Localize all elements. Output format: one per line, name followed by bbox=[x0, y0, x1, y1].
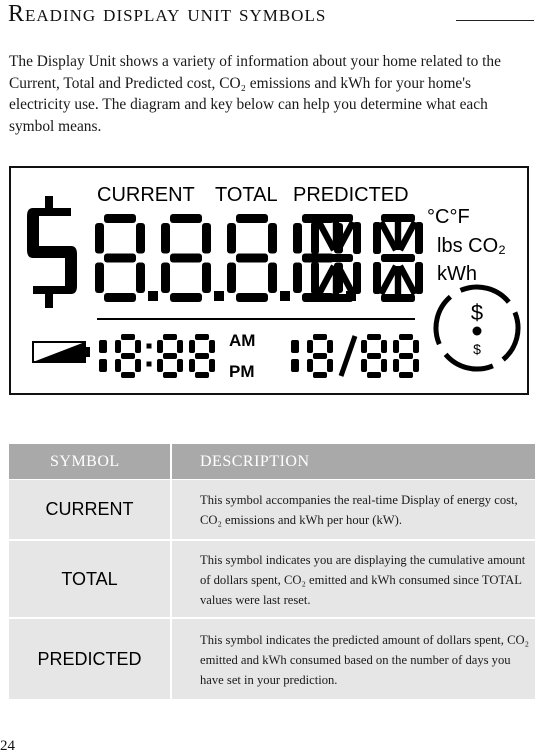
row-description: This symbol indicates you are displaying the cumulative amount of dollars spent, CO₂ emitted and kWh consumed since TOTAL values were last reset. bbox=[200, 553, 526, 607]
lcd-segment bbox=[209, 359, 215, 372]
lcd-segment bbox=[227, 263, 236, 294]
unit-kwh: kWh bbox=[437, 263, 477, 285]
lcd-segment bbox=[170, 293, 202, 302]
lcd-segment bbox=[319, 266, 334, 294]
lcd-segment bbox=[381, 359, 387, 372]
table-row bbox=[9, 480, 535, 539]
lcd-segment bbox=[381, 254, 415, 262]
header-symbol: SYMBOL bbox=[50, 453, 120, 470]
unit-temperature: °C°F bbox=[427, 206, 470, 228]
lcd-segment bbox=[393, 340, 399, 353]
lcd-label-current: CURRENT bbox=[97, 184, 195, 206]
intro-paragraph: The Display Unit shows a variety of information about your home related to the Current, Total and Predicted cost, CO₂ emissions and kWh for your home's electricity use. The diagram and key below can help you determine what each symbol means. bbox=[9, 53, 501, 135]
lcd-segment bbox=[189, 340, 195, 353]
lcd-label-total: TOTAL bbox=[215, 184, 278, 206]
lcd-segment bbox=[415, 262, 423, 294]
lcd-segment bbox=[115, 340, 121, 353]
header-divider bbox=[170, 444, 172, 479]
lcd-segment bbox=[177, 359, 183, 372]
lcd-segment bbox=[313, 353, 327, 359]
title-rule bbox=[456, 20, 534, 21]
pm-indicator: PM bbox=[229, 362, 255, 381]
lcd-decimal-point bbox=[148, 291, 158, 301]
lcd-segment bbox=[157, 359, 163, 372]
lcd-segment bbox=[319, 214, 353, 222]
lcd-segment bbox=[135, 340, 141, 353]
row-divider bbox=[170, 541, 172, 617]
page-number: 24 bbox=[0, 738, 15, 754]
time-digits-group bbox=[99, 334, 215, 378]
lcd-label-predicted: PREDICTED bbox=[293, 184, 409, 206]
lcd-segment bbox=[367, 372, 381, 378]
lcd-segment bbox=[293, 263, 302, 294]
circle-dollar-big: $ bbox=[470, 300, 484, 325]
lcd-segment bbox=[161, 223, 170, 254]
lcd-segment bbox=[104, 293, 136, 302]
lcd-segment bbox=[268, 263, 277, 294]
row-divider bbox=[170, 619, 172, 699]
cost-circle-icon bbox=[424, 275, 527, 382]
lcd-display-diagram bbox=[9, 166, 529, 395]
lcd-segment bbox=[381, 222, 396, 250]
lcd-segment bbox=[170, 214, 202, 223]
lcd-segment bbox=[101, 340, 107, 353]
lcd-segment bbox=[293, 223, 302, 254]
lcd-segment bbox=[319, 294, 353, 302]
table-header bbox=[9, 444, 535, 479]
lcd-segment bbox=[121, 353, 135, 359]
lcd-segment bbox=[157, 340, 163, 353]
lcd-segment bbox=[161, 263, 170, 294]
lcd-segment bbox=[104, 254, 136, 263]
symbol-table bbox=[9, 444, 535, 687]
lcd-segment bbox=[189, 359, 195, 372]
row-description: This symbol indicates the predicted amount of dollars spent, CO₂ emitted and kWh consumed based on the number of days you have set in your prediction. bbox=[200, 633, 529, 687]
lcd-segment bbox=[327, 340, 333, 353]
lcd-segment bbox=[293, 340, 299, 353]
lcd-decimal-point bbox=[280, 291, 290, 301]
am-indicator: AM bbox=[229, 331, 256, 350]
lcd-segment bbox=[399, 353, 413, 359]
lcd-segment bbox=[121, 334, 135, 340]
lcd-segment bbox=[136, 223, 145, 254]
lcd-segment bbox=[227, 223, 236, 254]
lcd-segment bbox=[381, 294, 415, 302]
lcd-segment bbox=[381, 214, 415, 222]
lcd-segment bbox=[311, 222, 319, 254]
lcd-segment bbox=[399, 334, 413, 340]
lcd-segment bbox=[381, 340, 387, 353]
row-divider bbox=[170, 480, 172, 539]
row-symbol: PREDICTED bbox=[37, 648, 142, 669]
lcd-segment bbox=[399, 372, 413, 378]
lcd-segment bbox=[293, 359, 299, 372]
lcd-segment bbox=[121, 372, 135, 378]
lcd-decimal-point bbox=[147, 344, 152, 349]
lcd-segment bbox=[413, 359, 419, 372]
lcd-segment bbox=[136, 263, 145, 294]
row-description: This symbol accompanies the real-time Display of energy cost, CO₂ emissions and kWh per hour (kW). bbox=[200, 493, 518, 527]
lcd-segment bbox=[381, 266, 396, 294]
lcd-segment bbox=[163, 372, 177, 378]
lcd-svg bbox=[11, 168, 527, 393]
lcd-segment bbox=[195, 334, 209, 340]
lcd-segment bbox=[177, 340, 183, 353]
lcd-segment bbox=[307, 340, 313, 353]
lcd-segment bbox=[367, 334, 381, 340]
lcd-decimal-point bbox=[214, 291, 224, 301]
starburst-digits-group bbox=[311, 214, 423, 302]
lcd-segment bbox=[353, 262, 361, 294]
header-description: DESCRIPTION bbox=[200, 453, 310, 470]
table-row bbox=[9, 619, 535, 699]
lcd-segment bbox=[353, 222, 361, 254]
title-row bbox=[0, 0, 536, 30]
dollar-sign-icon bbox=[27, 196, 77, 308]
lcd-segment bbox=[115, 359, 121, 372]
lcd-segment bbox=[307, 359, 313, 372]
lcd-segment bbox=[101, 359, 107, 372]
date-digits-group bbox=[291, 334, 419, 378]
lcd-segment bbox=[319, 222, 334, 250]
lcd-segment bbox=[170, 254, 202, 263]
lcd-decimal-point bbox=[147, 362, 152, 367]
lcd-segment bbox=[236, 214, 268, 223]
lcd-segment bbox=[163, 353, 177, 359]
lcd-segment bbox=[393, 359, 399, 372]
lcd-segment bbox=[319, 254, 353, 262]
circle-dollar-small: $ bbox=[473, 341, 481, 357]
lcd-segment bbox=[400, 266, 415, 294]
lcd-slash bbox=[341, 336, 355, 376]
lcd-segment bbox=[361, 359, 367, 372]
lcd-segment bbox=[195, 372, 209, 378]
lcd-segment bbox=[95, 263, 104, 294]
lcd-segment bbox=[195, 353, 209, 359]
lcd-segment bbox=[202, 223, 211, 254]
lcd-segment bbox=[373, 262, 381, 294]
lcd-segment bbox=[236, 254, 268, 263]
lcd-segment bbox=[367, 353, 381, 359]
lcd-segment bbox=[413, 340, 419, 353]
page-title: Reading display unit symbols bbox=[8, 1, 327, 27]
lcd-segment bbox=[202, 263, 211, 294]
unit-co2: lbs CO₂ bbox=[437, 235, 506, 257]
lcd-segment bbox=[373, 222, 381, 254]
lcd-segment bbox=[95, 223, 104, 254]
lcd-segment bbox=[236, 293, 268, 302]
lcd-segment bbox=[104, 214, 136, 223]
lcd-segment bbox=[163, 334, 177, 340]
lcd-segment bbox=[268, 223, 277, 254]
lcd-segment bbox=[327, 359, 333, 372]
lcd-segment bbox=[400, 222, 415, 250]
lcd-segment bbox=[135, 359, 141, 372]
lcd-segment bbox=[209, 340, 215, 353]
battery-icon bbox=[33, 342, 90, 362]
lcd-segment bbox=[313, 334, 327, 340]
lcd-segment bbox=[361, 340, 367, 353]
lcd-segment bbox=[311, 262, 319, 294]
row-symbol: CURRENT bbox=[45, 499, 134, 519]
row-symbol: TOTAL bbox=[61, 568, 118, 589]
lcd-divider bbox=[97, 318, 415, 320]
lcd-segment bbox=[415, 222, 423, 254]
table-row bbox=[9, 541, 535, 617]
lcd-segment bbox=[313, 372, 327, 378]
